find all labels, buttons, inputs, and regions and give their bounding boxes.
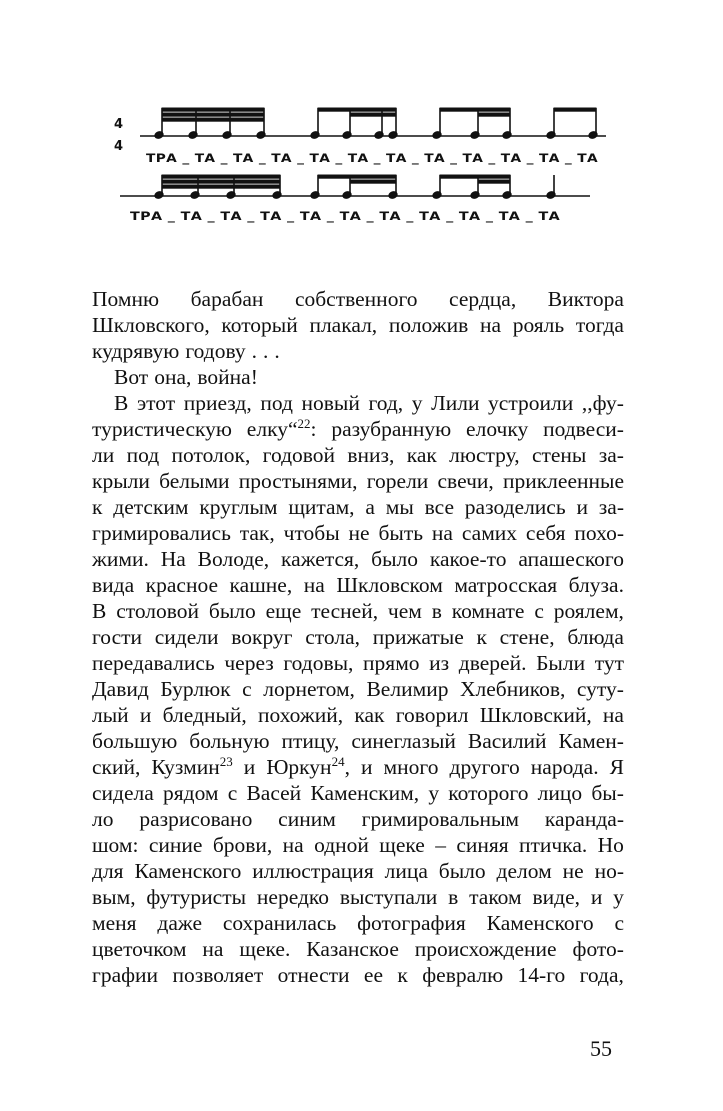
note-beam xyxy=(440,175,510,178)
text-line: кудрявую годову . . . xyxy=(92,339,280,363)
text-line: сидела рядом с Васей Каменским, у которого лицо бы- xyxy=(92,781,624,805)
text-line: для Каменского иллюстрация лица было делом не но- xyxy=(92,859,624,883)
text-line: Вот она, война! xyxy=(114,365,258,389)
text-line: туристическую елку“$^{22}$: разубранную елочку подвеси- xyxy=(92,416,624,441)
footnote-ref: 23 xyxy=(219,754,233,769)
text-line: передавались через годовы, прямо из дверей. Были тут xyxy=(92,651,624,675)
text-line: ский, Кузмин$^{23}$ и Юркун$^{24}$, и много другого народа. Я xyxy=(92,754,624,779)
page-number: 55 xyxy=(590,1036,612,1061)
note-beam xyxy=(478,180,510,183)
note-beam xyxy=(318,175,396,178)
rhythm-row-1 xyxy=(140,108,606,139)
note-beam xyxy=(162,113,264,116)
time-signature-top: 4 xyxy=(114,117,124,132)
text-line: меня даже сохранилась фотография Каменского с xyxy=(92,911,624,935)
rhythm-notation xyxy=(110,96,610,236)
text-line: вида красное кашне, на Шкловском матросская блуза. xyxy=(92,573,624,597)
text-line: ли под потолок, годовой вниз, как люстру, стены за- xyxy=(92,443,624,467)
text-line: гости сидели вокруг стола, прижатые к стене, блюда xyxy=(92,625,624,649)
text-line: ло разрисовано синим гримировальным каранда- xyxy=(92,807,624,831)
footnote-ref: 22 xyxy=(297,416,311,431)
text-line: цветочком на щеке. Казанское происхождение фото- xyxy=(92,937,624,961)
text-line: жими. На Володе, кажется, было какое-то апашеского xyxy=(92,547,624,571)
text-line: к детским круглым щитам, а мы все разоделись и за- xyxy=(92,495,624,519)
text-line: графии позволяет отнести ее к февралю 14-го года, xyxy=(92,963,624,987)
note-beam xyxy=(554,108,596,111)
footnote-ref: 24 xyxy=(331,754,345,769)
text-line: гримировались так, чтобы не быть на самих себя похо- xyxy=(92,521,624,545)
text-line: вым, футуристы нередко выступали в таком виде, и у xyxy=(92,885,624,909)
note-beam xyxy=(350,180,396,183)
text-line: Шкловского, который плакал, положив на рояль тогда xyxy=(92,313,624,337)
note-beam xyxy=(162,185,280,188)
rhythm-syllables-row-2: ТРА _ ТА _ ТА _ ТА _ ТА _ ТА _ ТА _ ТА _ ТА _ ТА _ ТА xyxy=(130,209,477,223)
rhythm-row-2 xyxy=(120,175,590,199)
text-line: большую больную птицу, синеглазый Василий Камен- xyxy=(92,729,624,753)
note-beam xyxy=(162,118,264,121)
text-line: лый и бледный, похожий, как говорил Шкловский, на xyxy=(92,703,624,727)
time-signature-bottom: 4 xyxy=(114,139,124,154)
note-beam xyxy=(162,175,280,178)
note-beam xyxy=(478,113,510,116)
note-beam xyxy=(162,180,280,183)
text-line: Помню барабан собственного сердца, Виктора xyxy=(92,287,624,311)
text-line: шом: синие брови, на одной щеке – синяя птичка. Но xyxy=(92,833,624,857)
text-line: В этот приезд, под новый год, у Лили устроили ,,фу- xyxy=(114,391,624,415)
note-beam xyxy=(318,108,396,111)
note-beam xyxy=(440,108,510,111)
note-beam xyxy=(350,113,396,116)
body-text xyxy=(92,286,624,988)
rhythm-syllables-row-1: ТРА _ ТА _ ТА _ ТА _ ТА _ ТА _ ТА _ ТА _ ТА _ ТА _ ТА _ ТА xyxy=(146,151,525,165)
note-beam xyxy=(162,108,264,111)
text-line: В столовой было еще тесней, чем в комнате с роялем, xyxy=(92,599,624,623)
text-line: Давид Бурлюк с лорнетом, Велимир Хлебников, суту- xyxy=(92,677,624,701)
text-line: крыли белыми простынями, горели свечи, приклеенные xyxy=(92,469,624,493)
